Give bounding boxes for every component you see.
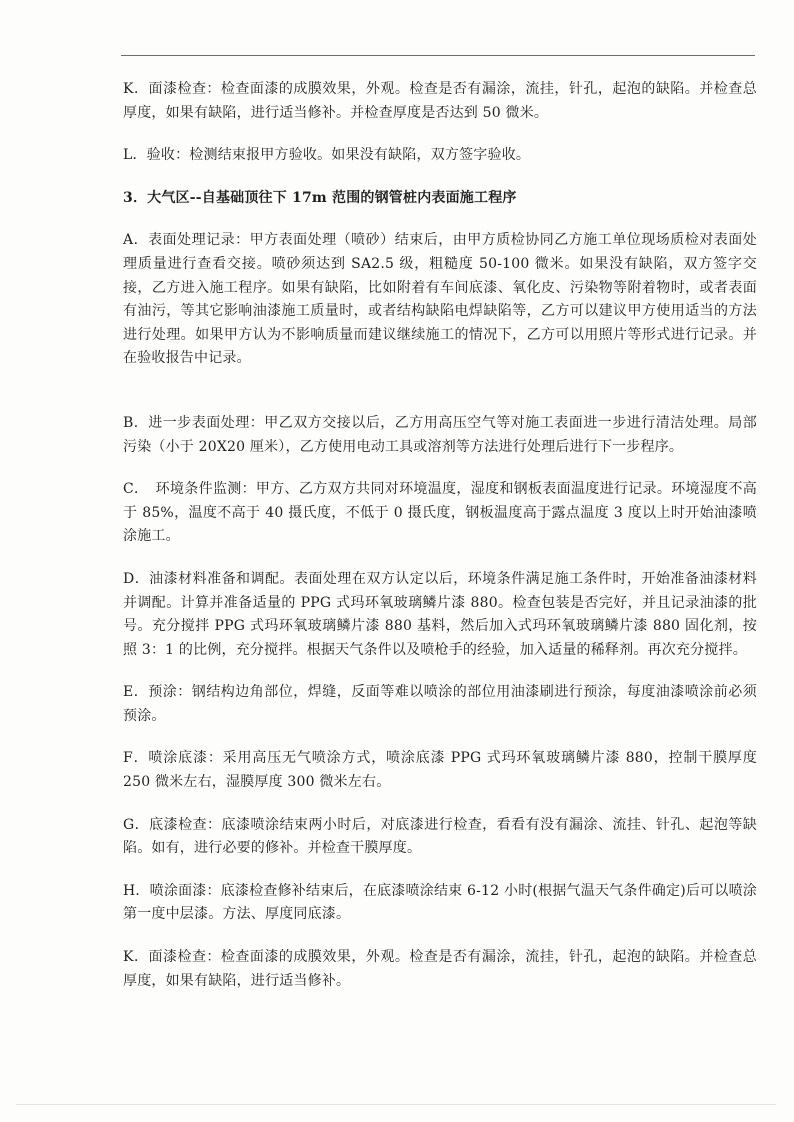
paragraph-d-paint-preparation: D．油漆材料准备和调配。表面处理在双方认定以后，环境条件满足施工条件时，开始准备油漆材料并调配。计算并准备适量的 PPG 式玛环氧玻璃鳞片漆 880。检查包装是否完好，并且记录油漆的批号。充分搅拌 PPG 式玛环氧玻璃鳞片漆 880 基料，然后加入式玛环氧玻璃鳞片漆 880 固化剂，按照 3：1 的比例，充分搅拌。根据天气条件以及喷枪手的经验，加入适量的稀释剂。再次充分搅拌。 <box>123 570 757 658</box>
section-heading: 3．大气区--自基础顶往下 17m 范围的钢管桩内表面施工程序 <box>123 189 517 206</box>
footer-rule <box>16 1104 776 1105</box>
paragraph-c-environment-monitoring: C． 环境条件监测：甲方、乙方双方共同对环境温度，湿度和钢板表面温度进行记录。环境湿度不高于 85%，温度不高于 40 摄氏度，不低于 0 摄氏度，钢板温度高于露点温度 3 度以上时开始油漆喷涂施工。 <box>123 481 757 545</box>
paragraph-k-topcoat-inspection-final: K．面漆检查：检查面漆的成膜效果，外观。检查是否有漏涂，流挂，针孔，起泡的缺陷。并检查总厚度，如果有缺陷，进行适当修补。 <box>123 949 757 989</box>
header-rule <box>121 55 755 56</box>
paragraph-l-acceptance: L．验收：检测结束报甲方验收。如果没有缺陷，双方签字验收。 <box>123 147 531 164</box>
paragraph-h-topcoat-spraying: H．喷涂面漆：底漆检查修补结束后，在底漆喷涂结束 6-12 小时(根据气温天气条件确定)后可以喷涂第一度中层漆。方法、厚度同底漆。 <box>123 882 757 923</box>
paragraph-k-topcoat-inspection: K．面漆检查：检查面漆的成膜效果，外观。检查是否有漏涂，流挂，针孔，起泡的缺陷。并检查总厚度，如果有缺陷，进行适当修补。并检查厚度是否达到 50 微米。 <box>123 81 757 121</box>
paragraph-a-surface-record: A．表面处理记录：甲方表面处理（喷砂）结束后，由甲方质检协同乙方施工单位现场质检对表面处理质量进行查看交接。喷砂须达到 SA2.5 级，粗糙度 50-100 微米。如果没有缺陷，双方签字交接，乙方进入施工程序。如果有缺陷，比如附着有车间底漆、氧化皮、污染物等附着物时，或者表面有油污，等其它影响油漆施工质量时，或者结构缺陷电焊缺陷等，乙方可以建议甲方使用适当的方法进行处理。如果甲方认为不影响质量而建议继续施工的情况下，乙方可以用照片等形式进行记录。并在验收报告中记录。 <box>123 232 757 367</box>
paragraph-e-pre-coating: E．预涂：钢结构边角部位，焊缝，反面等难以喷涂的部位用油漆刷进行预涂，每度油漆喷涂前必须预涂。 <box>123 684 757 724</box>
paragraph-f-primer-spraying: F．喷涂底漆：采用高压无气喷涂方式，喷涂底漆 PPG 式玛环氧玻璃鳞片漆 880，控制干膜厚度 250 微米左右，湿膜厚度 300 微米左右。 <box>123 750 757 791</box>
paragraph-b-further-surface-treatment: B．进一步表面处理：甲乙双方交接以后，乙方用高压空气等对施工表面进一步进行清洁处理。局部污染（小于 20X20 厘米），乙方使用电动工具或溶剂等方法进行处理后进行下一步程序。 <box>123 414 757 455</box>
document-body <box>123 78 757 1012</box>
paragraph-g-primer-inspection: G．底漆检查：底漆喷涂结束两小时后，对底漆进行检查，看看有没有漏涂、流挂、针孔、起泡等缺陷。如有，进行必要的修补。并检查干膜厚度。 <box>123 816 757 857</box>
